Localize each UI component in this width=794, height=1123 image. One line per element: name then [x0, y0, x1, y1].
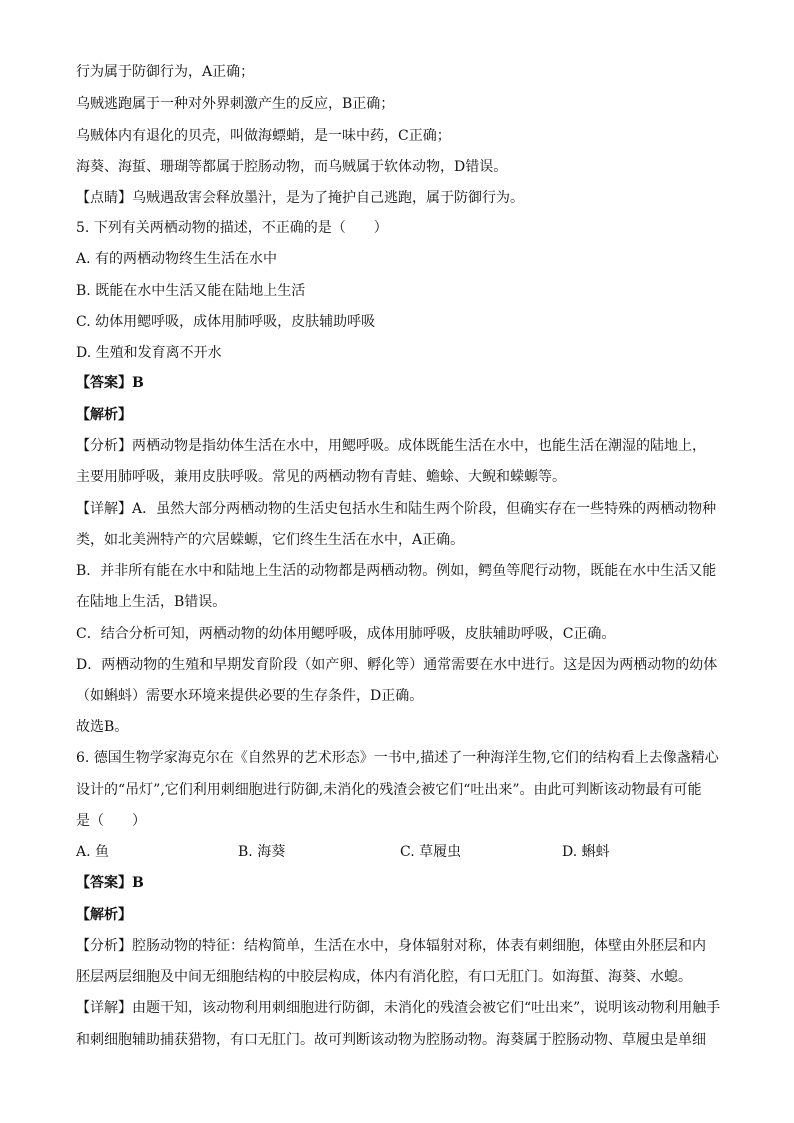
- q5-analysis-2: 主要用肺呼吸，兼用皮肤呼吸。常见的两栖动物有青蛙、蟾蜍、大鲵和蝾螈等。: [76, 469, 566, 485]
- question-6-line-3: 是（ ）: [76, 813, 146, 829]
- q5-detail-1: 【详解】A．虽然大部分两栖动物的生活史包括水生和陆生两个阶段，但确实存在一些特殊的两栖动物种: [76, 501, 717, 517]
- q6-option-b: B. 海葵: [238, 844, 286, 860]
- q6-analysis-1: 【分析】腔肠动物的特征：结构简单，生活在水中，身体辐射对称，体表有刺细胞，体壁由外胚层和内: [76, 938, 706, 954]
- text-line-2: 乌贼逃跑属于一种对外界刺激产生的反应，B正确；: [76, 96, 395, 112]
- q5-detail-6: D．两栖动物的生殖和早期发育阶段（如产卵、孵化等）通常需要在水中进行。这是因为两栖动物的幼体: [76, 657, 718, 673]
- q6-analysis-heading: 【解析】: [76, 907, 132, 923]
- text-line-4: 海葵、海蜇、珊瑚等都属于腔肠动物，而乌贼属于软体动物，D错误。: [76, 159, 508, 175]
- q5-detail-3: B．并非所有能在水中和陆地上生活的动物都是两栖动物。例如，鳄鱼等爬行动物，既能在水中生活又能: [76, 563, 717, 579]
- q5-option-a: A. 有的两栖动物终生生活在水中: [76, 251, 278, 267]
- q5-option-b: B. 既能在水中生活又能在陆地上生活: [76, 283, 306, 299]
- q5-conclusion: 故选B。: [76, 719, 129, 735]
- q5-detail-7: （如蝌蚪）需要水环境来提供必要的生存条件，D正确。: [76, 688, 424, 704]
- q6-option-a: A. 鱼: [76, 844, 110, 860]
- q6-detail-1: 【详解】由题干知，该动物利用刺细胞进行防御，未消化的残渣会被它们“吐出来”，说明该动物利用触手: [76, 1000, 721, 1016]
- q5-answer: 【答案】B: [76, 375, 144, 391]
- q5-analysis-1: 【分析】两栖动物是指幼体生活在水中，用鳃呼吸。成体既能生活在水中，也能生活在潮湿的陆地上，: [76, 438, 706, 454]
- q5-detail-2: 类，如北美洲特产的穴居蝾螈，它们终生生活在水中，A正确。: [76, 532, 465, 548]
- q6-answer: 【答案】B: [76, 875, 144, 891]
- text-line-1: 行为属于防御行为，A正确；: [76, 64, 255, 80]
- q6-analysis-2: 胚层两层细胞及中间无细胞结构的中胶层构成，体内有消化腔，有口无肛门。如海蜇、海葵、水螅。: [76, 969, 692, 985]
- question-5: 5. 下列有关两栖动物的描述，不正确的是（ ）: [76, 220, 388, 236]
- q6-detail-2: 和刺细胞辅助捕获猎物，有口无肛门。故可判断该动物为腔肠动物。海葵属于腔肠动物、草履虫是单细: [76, 1032, 706, 1048]
- q6-option-c: C. 草履虫: [400, 844, 462, 860]
- q5-option-d: D. 生殖和发育离不开水: [76, 345, 222, 361]
- question-6-line-2: 设计的“吊灯”,它们利用刺细胞进行防御,未消化的残渣会被它们“吐出来”。由此可判断该动物最有可能: [76, 782, 702, 798]
- q6-option-d: D. 蝌蚪: [562, 844, 610, 860]
- tip-line: 【点睛】乌贼遇敌害会释放墨汁，是为了掩护自己逃跑，属于防御行为。: [76, 190, 524, 206]
- q5-analysis-heading: 【解析】: [76, 407, 132, 423]
- q5-detail-4: 在陆地上生活，B错误。: [76, 594, 227, 610]
- q5-option-c: C. 幼体用鳃呼吸，成体用肺呼吸，皮肤辅助呼吸: [76, 314, 376, 330]
- question-6-line-1: 6. 德国生物学家海克尔在《自然界的艺术形态》一书中,描述了一种海洋生物,它们的结构看上去像盏精心: [76, 750, 719, 766]
- text-line-3: 乌贼体内有退化的贝壳，叫做海螵蛸，是一味中药，C正确；: [76, 128, 451, 144]
- q5-detail-5: C．结合分析可知，两栖动物的幼体用鳃呼吸，成体用肺呼吸，皮肤辅助呼吸，C正确。: [76, 626, 616, 642]
